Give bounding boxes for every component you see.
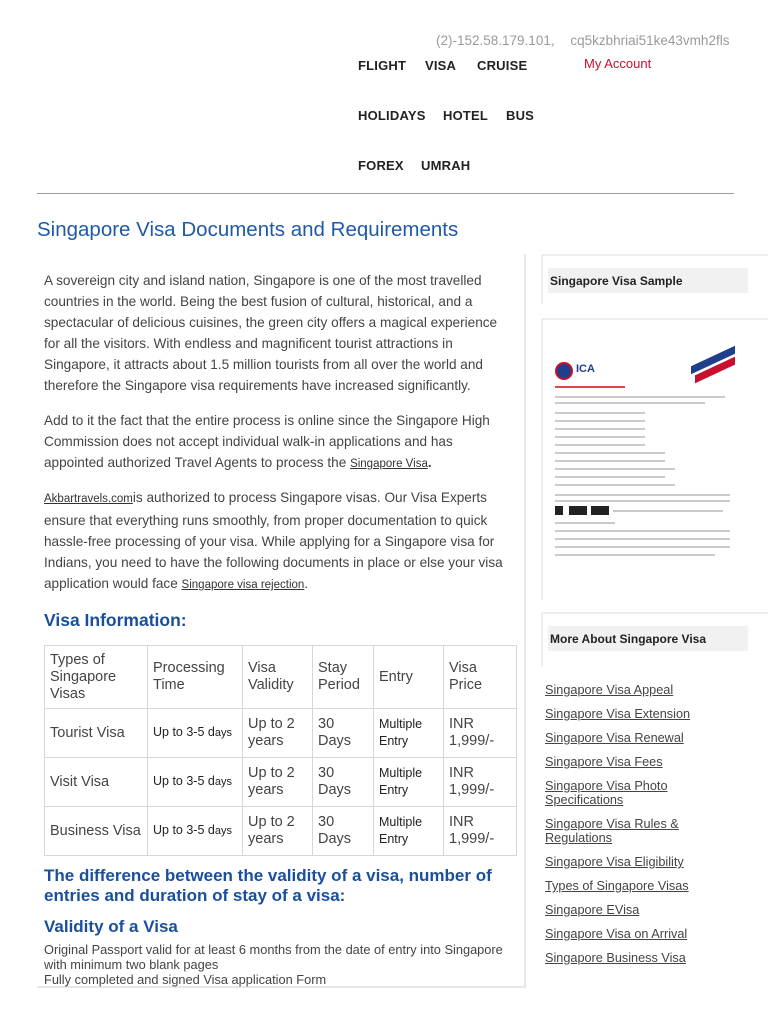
redacted-block bbox=[591, 506, 609, 515]
processing-time-suffix: ays bbox=[214, 825, 232, 837]
price-cell: INR 1,999/- bbox=[444, 807, 517, 856]
table-header-cell: Stay Period bbox=[313, 646, 374, 709]
visa-sample-box bbox=[541, 254, 768, 304]
more-about-title: More About Singapore Visa bbox=[548, 626, 748, 651]
doc-line bbox=[555, 402, 705, 404]
sidebar-link-visa-extension[interactable]: Singapore Visa Extension bbox=[545, 707, 691, 721]
sidebar-link-evisa[interactable]: Singapore EVisa bbox=[545, 903, 640, 917]
price-cell: INR 1,999/- bbox=[444, 758, 517, 807]
doc-line bbox=[555, 554, 715, 556]
processing-time-text: Up to 3-5 d bbox=[153, 725, 215, 739]
table-header-cell: Processing Time bbox=[148, 646, 243, 709]
price-cell: INR 1,999/- bbox=[444, 709, 517, 758]
sidebar-link-business-visa[interactable]: Singapore Business Visa bbox=[545, 951, 686, 965]
entry-cell: Multiple Entry bbox=[374, 807, 444, 856]
doc-line bbox=[555, 546, 730, 548]
doc-line bbox=[555, 494, 730, 496]
doc-line bbox=[555, 420, 645, 422]
table-row bbox=[45, 807, 517, 856]
main-content bbox=[37, 254, 526, 988]
nav-hotel[interactable]: HOTEL bbox=[443, 108, 489, 123]
visa-type-cell: Visit Visa bbox=[45, 758, 148, 807]
table-header-cell: Entry bbox=[374, 646, 444, 709]
visa-type-cell: Tourist Visa bbox=[45, 709, 148, 758]
intro-paragraph-3-end: . bbox=[304, 576, 309, 591]
sidebar-link-visa-types[interactable]: Types of Singapore Visas bbox=[545, 879, 689, 893]
doc-line bbox=[555, 412, 645, 414]
validity-heading: Validity of a Visa bbox=[44, 917, 178, 936]
doc-line bbox=[555, 530, 730, 532]
processing-time-text: Up to 3-5 d bbox=[153, 774, 215, 788]
intro-paragraph-3 bbox=[44, 487, 506, 596]
visa-info-heading: Visa Information: bbox=[44, 610, 187, 630]
doc-line bbox=[555, 460, 665, 462]
sidebar-link-visa-on-arrival[interactable]: Singapore Visa on Arrival bbox=[545, 927, 688, 941]
sidebar-link-eligibility[interactable]: Singapore Visa Eligibility bbox=[545, 855, 684, 869]
nav-forex[interactable]: FOREX bbox=[358, 158, 404, 173]
intro-paragraph-2-end: . bbox=[427, 455, 432, 470]
doc-line bbox=[555, 522, 615, 524]
doc-line bbox=[555, 428, 645, 430]
processing-time-cell bbox=[148, 758, 243, 807]
intro-paragraph-2-text: Add to it the fact that the entire process is online since the Singapore High Commission does not accept individual walk-in applications and has appointed authorized Travel Agents to process the bbox=[44, 413, 490, 470]
page-title: Singapore Visa Documents and Requirements bbox=[37, 218, 459, 241]
doc-line bbox=[555, 386, 625, 388]
my-account-link[interactable]: My Account bbox=[584, 56, 652, 71]
doc-line bbox=[555, 484, 675, 486]
doc-line bbox=[613, 510, 723, 512]
doc-line bbox=[555, 500, 730, 502]
nav-flight[interactable]: FLIGHT bbox=[358, 58, 407, 73]
sidebar-link-visa-appeal[interactable]: Singapore Visa Appeal bbox=[545, 683, 674, 697]
stay-cell: 30 Days bbox=[313, 709, 374, 758]
visa-sample-image[interactable] bbox=[549, 350, 735, 564]
nav-visa[interactable]: VISA bbox=[425, 58, 457, 73]
table-header-row bbox=[45, 646, 517, 709]
sidebar-link-rules[interactable]: Singapore Visa Rules & Regulations bbox=[545, 817, 679, 845]
ip-address: (2)-152.58.179.101, bbox=[436, 33, 555, 48]
table-row bbox=[45, 709, 517, 758]
doc-line bbox=[555, 436, 645, 438]
processing-time-suffix: ays bbox=[214, 727, 232, 739]
session-info bbox=[436, 33, 729, 48]
visa-sample-title: Singapore Visa Sample bbox=[548, 268, 748, 293]
top-header bbox=[0, 0, 768, 195]
documents-list bbox=[44, 942, 514, 987]
doc-line bbox=[555, 476, 665, 478]
validity-cell: Up to 2 years bbox=[243, 709, 313, 758]
doc-line bbox=[555, 452, 665, 454]
visa-sample-image-box bbox=[541, 318, 768, 600]
doc-line bbox=[555, 538, 730, 540]
doc-line bbox=[555, 444, 645, 446]
visa-info-table bbox=[44, 645, 517, 856]
ica-logo-icon bbox=[555, 362, 573, 380]
redacted-block bbox=[555, 506, 563, 515]
processing-time-suffix: ays bbox=[214, 776, 232, 788]
sidebar-link-visa-fees[interactable]: Singapore Visa Fees bbox=[545, 755, 663, 769]
processing-time-text: Up to 3-5 d bbox=[153, 823, 215, 837]
validity-cell: Up to 2 years bbox=[243, 807, 313, 856]
doc-line bbox=[555, 468, 675, 470]
more-about-box bbox=[541, 612, 768, 666]
ica-logo-text: ICA bbox=[576, 363, 595, 375]
entry-cell: Multiple Entry bbox=[374, 758, 444, 807]
nav-bus[interactable]: BUS bbox=[506, 108, 535, 123]
difference-heading: The difference between the validity of a visa, number of entries and duration of stay of a visa: bbox=[44, 866, 492, 905]
stay-cell: 30 Days bbox=[313, 758, 374, 807]
list-item: Original Passport valid for at least 6 months from the date of entry into Singapore with minimum two blank pages bbox=[44, 942, 503, 972]
list-item: Fully completed and signed Visa application Form bbox=[44, 972, 327, 987]
intro-paragraph-3-text: is authorized to process Singapore visas. Our Visa Experts ensure that everything runs smoothly, from proper documentation to quick hassle-free processing of your visa. While applying for a Singapore visa for Indians, you need to have the following documents in place or else your visa application would face bbox=[44, 490, 503, 591]
table-header-cell: Visa Validity bbox=[243, 646, 313, 709]
entry-cell: Multiple Entry bbox=[374, 709, 444, 758]
redacted-block bbox=[569, 506, 587, 515]
related-links bbox=[545, 683, 735, 975]
singapore-visa-link[interactable]: Singapore Visa bbox=[350, 458, 428, 470]
header-divider bbox=[37, 193, 734, 194]
table-header-cell: Types of Singapore Visas bbox=[45, 646, 148, 709]
table-row bbox=[45, 758, 517, 807]
stay-cell: 30 Days bbox=[313, 807, 374, 856]
processing-time-cell bbox=[148, 709, 243, 758]
intro-paragraph-1: A sovereign city and island nation, Singapore is one of the most travelled countries in the world. Being the best fusion of cultural, historical, and a spectacular of delicious cuisines, the green city offers a magical experience for all the visitors. With endless and magnificent tourist attractions in Singapore, it attracts about 1.5 million tourists from all over the world and therefore the Singapore visa requirements have increased significantly. bbox=[44, 273, 498, 393]
akbartravels-link[interactable]: Akbartravels.com bbox=[44, 493, 133, 505]
nav-umrah[interactable]: UMRAH bbox=[421, 158, 471, 173]
table-header-cell: Visa Price bbox=[444, 646, 517, 709]
processing-time-cell bbox=[148, 807, 243, 856]
visa-type-cell: Business Visa bbox=[45, 807, 148, 856]
doc-line bbox=[555, 396, 725, 398]
intro-paragraph-2 bbox=[44, 410, 506, 475]
nav-cruise[interactable]: CRUISE bbox=[477, 58, 528, 73]
sidebar-link-visa-renewal[interactable]: Singapore Visa Renewal bbox=[545, 731, 684, 745]
validity-cell: Up to 2 years bbox=[243, 758, 313, 807]
session-id: cq5kzbhriai51ke43vmh2fls bbox=[570, 33, 730, 48]
sidebar-link-photo-specs[interactable]: Singapore Visa Photo Specifications bbox=[545, 779, 668, 807]
visa-rejection-link[interactable]: Singapore visa rejection bbox=[181, 579, 305, 591]
nav-holidays[interactable]: HOLIDAYS bbox=[358, 108, 426, 123]
